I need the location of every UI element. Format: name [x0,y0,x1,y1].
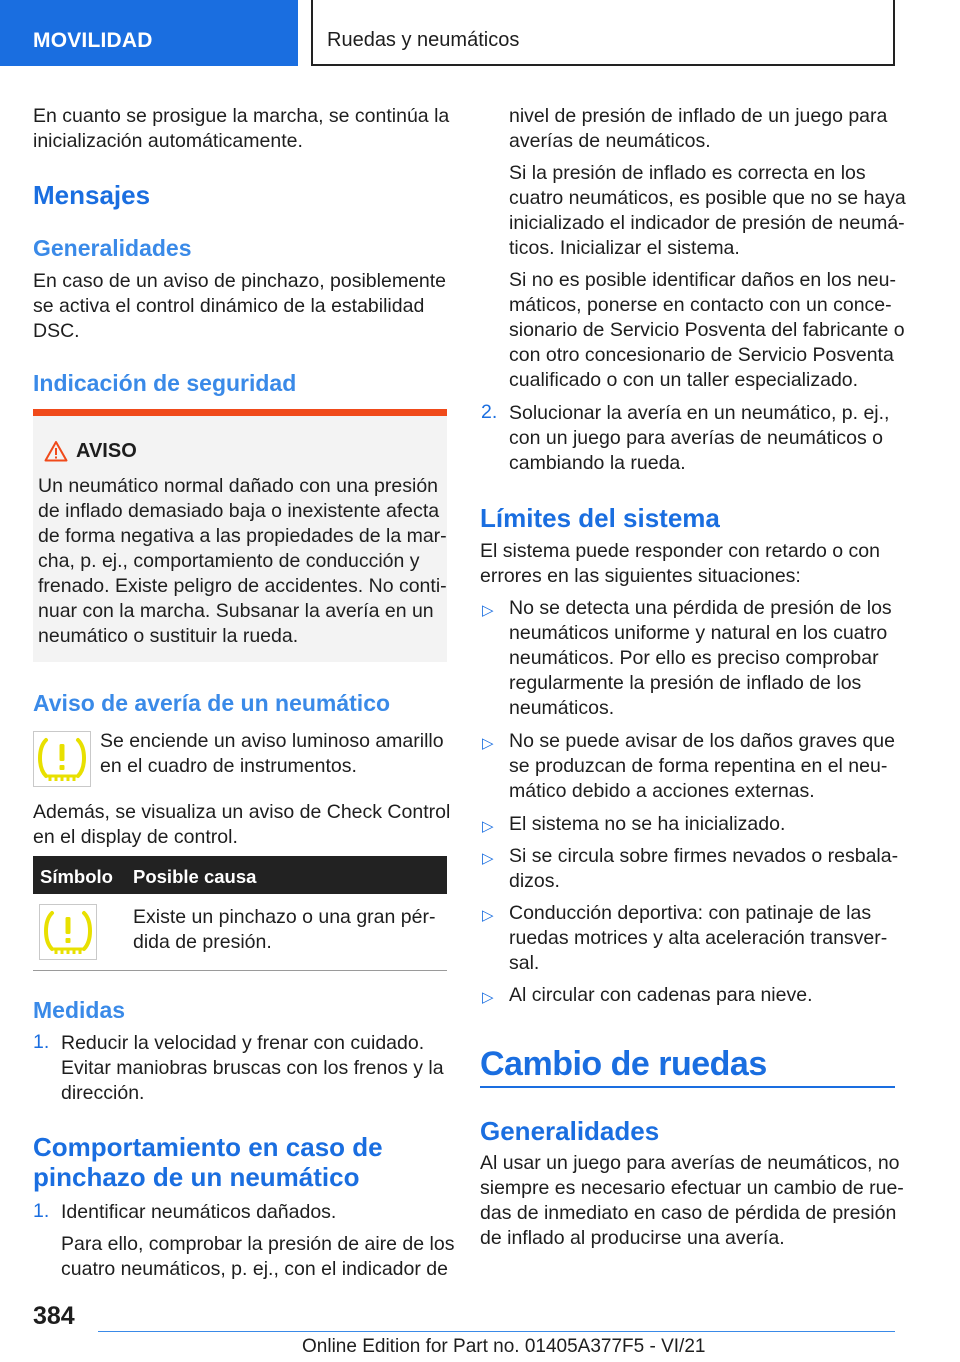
page-number: 384 [33,1302,75,1330]
para2-line-5: cualificado o con un taller especializado. [509,369,859,391]
table-cell-line-1: Existe un pinchazo o una gran pér‐ [133,906,436,928]
heading-comportamiento-1: Comportamiento en caso de [33,1132,383,1162]
ademas-line-1: Además, se visualiza un aviso de Check Control [33,801,451,823]
medidas-step-number: 1. [33,1031,50,1053]
bullet5-line-3: sal. [509,952,540,974]
bullet-triangle-icon: ▷ [482,602,494,619]
generalidades-line-3: DSC. [33,320,80,342]
step2-line-3: cambiando la rueda. [509,452,686,474]
table-bottom-rule [33,970,447,971]
bullet1-line-4: regularmente la presión de inflado de los [509,672,862,694]
cont-line-2: averías de neumáticos. [509,130,711,152]
comp-step-line: Identificar neumáticos dañados. [61,1201,337,1223]
chapter-label: Ruedas y neumáticos [327,29,520,51]
bullet4-line-1: Si se circula sobre firmes nevados o resbala‐ [509,845,899,867]
warning-box [33,409,447,662]
aviso-line-1: Se enciende un aviso luminoso amarillo [100,730,444,752]
section-tab [0,0,298,66]
heading-medidas: Medidas [33,997,126,1023]
bullet5-line-2: ruedas motrices y alta aceleración transver‐ [509,927,888,949]
heading-seguridad: Indicación de seguridad [33,370,297,396]
tire-pressure-warning-icon [33,731,91,787]
warning-triangle-icon [44,440,68,462]
limites-intro-1: El sistema puede responder con retardo o con [480,540,880,562]
table-col-simbolo: Símbolo [40,866,113,887]
limites-intro-2: errores en las siguientes situaciones: [480,565,801,587]
para1-line-3: inicializado el indicador de presión de neumá‐ [509,212,905,234]
bullet1-line-1: No se detecta una pérdida de presión de los [509,597,892,619]
medidas-line-2: Evitar maniobras bruscas con los frenos y la [61,1057,444,1079]
table-col-causa: Posible causa [133,866,257,887]
para2-line-1: Si no es posible identificar daños en los neu‐ [509,269,896,291]
aviso-line-2: en el cuadro de instrumentos. [100,755,357,777]
warning-line-4: cha, p. ej., comportamiento de conducción y [38,550,420,572]
bullet1-line-2: neumáticos uniforme y natural en los cuatro [509,622,888,644]
comp-para-line-1: Para ello, comprobar la presión de aire de los [61,1233,455,1255]
intro-line-1: En cuanto se prosigue la marcha, se continúa la [33,105,450,127]
heading-cambio-de-ruedas: Cambio de ruedas [480,1045,767,1083]
warning-line-6: nuar con la marcha. Subsanar la avería en un [38,600,434,622]
chapter-tab [311,0,895,66]
step2-number: 2. [481,401,498,423]
comp-para-line-2: cuatro neumáticos, p. ej., con el indicador de [61,1258,448,1280]
heading-limites: Límites del sistema [480,503,720,533]
bullet5-line-1: Conducción deportiva: con patinaje de las [509,902,872,924]
para2-line-2: máticos, ponerse en contacto con un conce‐ [509,294,892,316]
bullet2-line-2: se produzcan de forma repentina en el neu‐ [509,755,888,777]
intro-line-2: inicialización automáticamente. [33,130,303,152]
bullet-triangle-icon: ▷ [482,818,494,835]
warning-title: AVISO [76,440,137,462]
heading-generalidades-2: Generalidades [480,1116,660,1146]
table-cell-line-2: dida de presión. [133,931,272,953]
warning-line-2: de inflado demasiado baja o inexistente afecta [38,500,440,522]
generalidades-line-2: se activa el control dinámico de la estabilidad [33,295,425,317]
bullet1-line-5: neumáticos. [509,697,615,719]
cambio-line-4: de inflado al producirse una avería. [480,1227,785,1249]
footer-edition: Online Edition for Part no. 01405A377F5 - VI/21 [302,1336,706,1357]
warning-line-3: de forma negativa a las propiedades de la mar‐ [38,525,447,547]
step2-line-2: con un juego para averías de neumáticos o [509,427,883,449]
ademas-line-2: en el display de control. [33,826,238,848]
bullet-triangle-icon: ▷ [482,850,494,867]
heading-aviso: Aviso de avería de un neumático [33,690,391,716]
medidas-line-3: dirección. [61,1082,145,1104]
table-tire-pressure-icon [39,904,97,960]
section-label: MOVILIDAD [33,29,153,52]
warning-line-7: neumático o sustituir la rueda. [38,625,299,647]
heading-comportamiento-2: pinchazo de un neumático [33,1162,360,1192]
para1-line-2: cuatro neumáticos, es posible que no se haya [509,187,906,209]
cont-line-1: nivel de presión de inflado de un juego para [509,105,888,127]
cambio-line-2: siempre es necesario efectuar un cambio de rue‐ [480,1177,904,1199]
bullet1-line-3: neumáticos. Por ello es preciso comprobar [509,647,879,669]
table-header [33,856,447,894]
bullet6-line-1: Al circular con cadenas para nieve. [509,984,813,1006]
footer-rule [98,1331,895,1332]
para2-line-4: con otro concesionario de Servicio Posventa [509,344,894,366]
warning-line-1: Un neumático normal dañado con una presión [38,475,439,497]
bullet-triangle-icon: ▷ [482,989,494,1006]
bullet-triangle-icon: ▷ [482,735,494,752]
bullet2-line-3: mático debido a acciones externas. [509,780,815,802]
cambio-line-1: Al usar un juego para averías de neumáticos, no [480,1152,900,1174]
warning-line-5: frenado. Existe peligro de accidentes. No conti‐ [38,575,447,597]
heading-generalidades: Generalidades [33,235,192,261]
step2-line-1: Solucionar la avería en un neumático, p. ej., [509,402,890,424]
comp-step-number: 1. [33,1200,50,1222]
cambio-heading-rule [480,1086,895,1088]
heading-mensajes: Mensajes [33,180,151,210]
bullet3-line-1: El sistema no se ha inicializado. [509,813,786,835]
bullet4-line-2: dizos. [509,870,560,892]
para1-line-1: Si la presión de inflado es correcta en los [509,162,866,184]
cambio-line-3: das de inmediato en caso de pérdida de presión [480,1202,897,1224]
para2-line-3: sionario de Servicio Posventa del fabricante o [509,319,905,341]
para1-line-4: ticos. Inicializar el sistema. [509,237,740,259]
generalidades-line-1: En caso de un aviso de pinchazo, posiblemente [33,270,447,292]
medidas-line-1: Reducir la velocidad y frenar con cuidado. [61,1032,425,1054]
bullet-triangle-icon: ▷ [482,907,494,924]
bullet2-line-1: No se puede avisar de los daños graves que [509,730,895,752]
